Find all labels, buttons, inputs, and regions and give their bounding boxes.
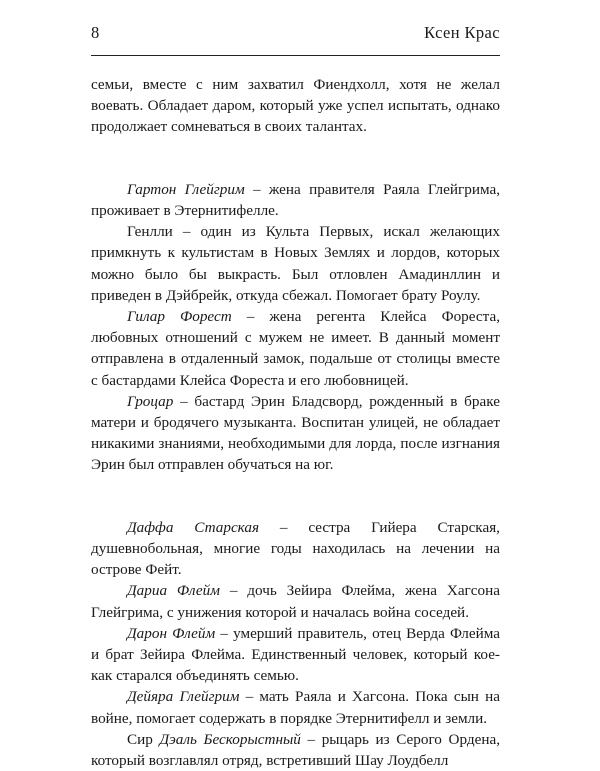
entry-prefix: Сир: [127, 730, 160, 748]
entry-text: – жена правителя Раяла Глейгрима, проживает в Этернитифелле.: [91, 180, 500, 219]
page-body: [91, 74, 500, 771]
continuation-paragraph: семьи, вместе с ним захватил Фиендхолл, хотя не желал воевать. Обладает даром, который уже успел испытать, однако продолжает сомневаться в своих талантах.: [91, 76, 500, 136]
entry-text: – бастард Эрин Бладсворд, рожденный в браке матери и бродячего музыканта. Воспитан улицей, не обладает никакими знаниями, необходимыми для лорда, после изгнания Эрин был отправлен обучаться на юг.: [91, 392, 500, 474]
page-number: 8: [91, 23, 100, 42]
glossary-entry: [91, 391, 500, 476]
entry-text: – рыцарь из Серого Ордена, который возглавлял отряд, встретивший Шау Лоудбелл: [91, 730, 500, 770]
entry-name: Гроцар: [127, 392, 174, 410]
entry-name: Дарон Флейм: [127, 624, 216, 642]
glossary-entry: [91, 179, 500, 221]
glossary-entry: [91, 623, 500, 687]
glossary-entry: [91, 580, 500, 622]
section-gap: [91, 476, 500, 497]
entry-text: – мать Раяла и Хагсона. Пока сын на войне, помогает содержать в порядке Этернитифелл и земли.: [91, 688, 500, 727]
glossary-entry: [91, 517, 500, 581]
section-gap: [91, 159, 500, 179]
glossary-entry: [91, 686, 500, 728]
header-rule: [91, 55, 500, 56]
entry-text: – дочь Зейира Флейма, жена Хагсона Глейгрима, с унижения которой и началась война соседей.: [91, 582, 500, 621]
entry-name: Гилар Форест: [127, 308, 232, 326]
section-gap: [91, 138, 500, 159]
entry-name: Гартон Глейгрим: [127, 180, 245, 198]
entry-name: Дейяра Глейгрим: [127, 688, 240, 706]
section-gap: [91, 497, 500, 517]
entry-text: – умерший правитель, отец Верда Флейма и брат Зейира Флейма. Единственный человек, который кое-как старался объединять семью.: [91, 624, 500, 685]
glossary-entry: [91, 306, 500, 391]
running-head: Ксен Крас: [424, 23, 500, 42]
page-header: [91, 23, 500, 45]
entry-text: – сестра Гийера Старская, душевнобольная, многие годы находилась на лечении на острове Фейт.: [91, 518, 500, 579]
entry-text: Генлли – один из Культа Первых, искал желающих примкнуть к культистам в Новых Землях и лордов, которых можно было бы выкрасть. Был отловлен Амадинллин и приведен в Дэйбрейк, откуда сбежал. Помогает брату Роулу.: [91, 223, 500, 304]
entry-name: Дэаль Бескорыстный: [159, 730, 301, 748]
entry-name: Дариа Флейм: [127, 582, 220, 600]
glossary-entry: [91, 221, 500, 306]
entry-name: Даффа Старская: [127, 518, 260, 536]
entry-text: – жена регента Клейса Фореста, любовных отношений с мужем не имеет. В данный момент отправлена в отдаленный замок, подальше от столицы вместе с бастардами Клейса Фореста и его любовницей.: [91, 308, 500, 389]
